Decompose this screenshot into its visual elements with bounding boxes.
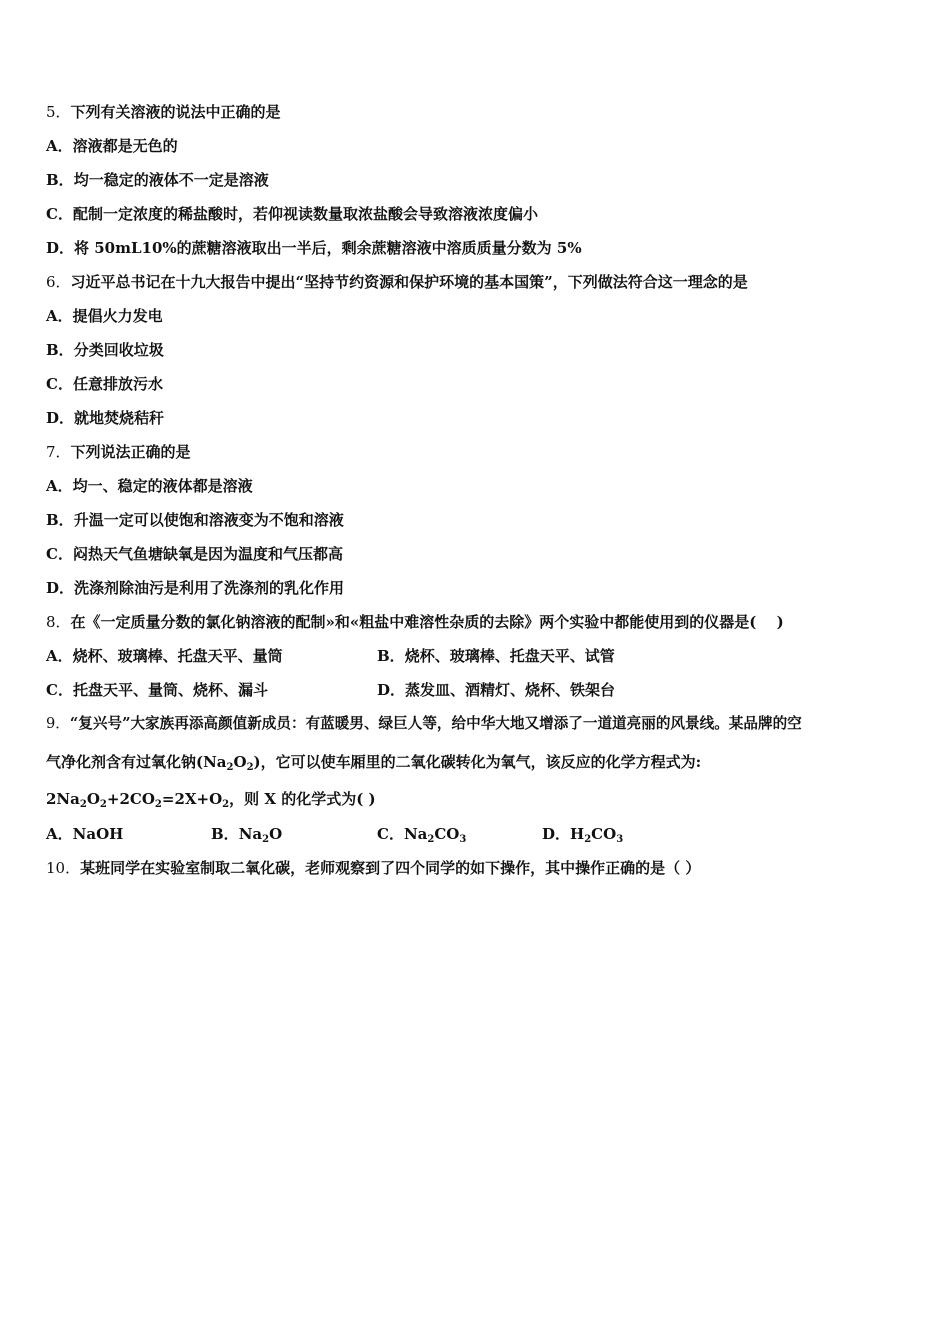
question-number: 7． bbox=[46, 443, 71, 461]
option-letter: D． bbox=[542, 825, 571, 843]
option-text: CO bbox=[434, 825, 460, 843]
option-letter: A． bbox=[46, 137, 73, 155]
question-8-option-b bbox=[377, 646, 615, 666]
option-letter: B． bbox=[377, 647, 405, 665]
option-letter: B． bbox=[46, 171, 74, 189]
option-text: Na bbox=[238, 825, 263, 843]
question-6-stem bbox=[46, 272, 748, 292]
option-letter: D． bbox=[46, 239, 75, 257]
question-5-option-d bbox=[46, 238, 582, 258]
option-letter: D． bbox=[377, 681, 406, 699]
question-number: 8． bbox=[46, 613, 71, 631]
option-text: 托盘天平、量筒、烧杯、漏斗 bbox=[72, 681, 268, 699]
question-number: 9． bbox=[46, 715, 70, 732]
question-6-option-c bbox=[46, 374, 163, 394]
question-number: 10． bbox=[46, 859, 81, 877]
option-letter: A． bbox=[46, 477, 73, 495]
question-6-option-a bbox=[46, 306, 163, 326]
equation-part: O bbox=[86, 790, 100, 808]
question-8-option-d bbox=[377, 680, 615, 700]
option-letter: D． bbox=[46, 409, 75, 427]
equation-part: 2Na bbox=[46, 790, 80, 808]
subscript: 2 bbox=[99, 799, 107, 810]
question-9-equation bbox=[46, 789, 376, 809]
option-text: 烧杯、玻璃棒、托盘天平、量筒 bbox=[72, 647, 283, 665]
option-letter: C． bbox=[46, 681, 73, 699]
option-text: 任意排放污水 bbox=[72, 375, 163, 393]
option-letter: A． bbox=[46, 825, 73, 843]
option-letter: D． bbox=[46, 579, 75, 597]
option-text: NaOH bbox=[72, 825, 124, 843]
option-letter: C． bbox=[377, 825, 404, 843]
question-5-option-b bbox=[46, 170, 269, 190]
question-number: 5． bbox=[46, 103, 71, 121]
question-7-option-c bbox=[46, 544, 343, 564]
option-letter: C． bbox=[46, 375, 73, 393]
option-letter: B． bbox=[211, 825, 239, 843]
question-5-option-c bbox=[46, 204, 538, 224]
question-9-option-a bbox=[46, 824, 123, 844]
subscript: 2 bbox=[226, 762, 234, 773]
question-9-option-b bbox=[211, 824, 282, 844]
question-text: 某班同学在实验室制取二氧化碳，老师观察到了四个同学的如下操作，其中操作正确的是（ ） bbox=[80, 859, 701, 877]
subscript: 2 bbox=[154, 799, 162, 810]
subscript: 2 bbox=[262, 834, 270, 845]
stem-text: O bbox=[233, 753, 247, 771]
option-text: 提倡火力发电 bbox=[72, 307, 163, 325]
option-text: 蒸发皿、酒精灯、烧杯、铁架台 bbox=[405, 681, 616, 699]
option-text: 均一、稳定的液体都是溶液 bbox=[72, 477, 253, 495]
option-letter: C． bbox=[46, 545, 73, 563]
question-7-option-d bbox=[46, 578, 344, 598]
equation-part: +2CO bbox=[106, 790, 155, 808]
option-letter: B． bbox=[46, 341, 74, 359]
subscript: 2 bbox=[79, 799, 87, 810]
question-7-option-b bbox=[46, 510, 344, 530]
subscript: 2 bbox=[246, 762, 254, 773]
question-text: 下列说法正确的是 bbox=[70, 443, 191, 461]
option-text: 将 50mL10%的蔗糖溶液取出一半后，剩余蔗糖溶液中溶质质量分数为 5% bbox=[74, 239, 582, 257]
option-text: 配制一定浓度的稀盐酸时，若仰视读数量取浓盐酸会导致溶液浓度偏小 bbox=[72, 205, 538, 223]
option-text: 溶液都是无色的 bbox=[72, 137, 178, 155]
question-7-option-a bbox=[46, 476, 253, 496]
question-9-stem-line-2 bbox=[46, 752, 701, 772]
question-9-stem-line-1 bbox=[46, 714, 802, 734]
option-letter: A． bbox=[46, 647, 73, 665]
subscript: 3 bbox=[616, 834, 624, 845]
question-9-option-d bbox=[542, 824, 623, 844]
subscript: 3 bbox=[459, 834, 467, 845]
question-10-stem bbox=[46, 858, 700, 878]
question-9-option-c bbox=[377, 824, 466, 844]
stem-text: 气净化剂含有过氧化钠(Na bbox=[46, 753, 227, 771]
question-8-stem bbox=[46, 612, 784, 632]
option-text: O bbox=[269, 825, 283, 843]
option-text: 洗涤剂除油污是利用了洗涤剂的乳化作用 bbox=[74, 579, 345, 597]
question-text: 习近平总书记在十九大报告中提出“坚持节约资源和保护环境的基本国策”，下列做法符合这一理念的是 bbox=[70, 273, 748, 291]
option-letter: C． bbox=[46, 205, 73, 223]
option-text: 分类回收垃圾 bbox=[73, 341, 164, 359]
question-7-stem bbox=[46, 442, 191, 462]
option-text: Na bbox=[403, 825, 428, 843]
option-text: H bbox=[570, 825, 585, 843]
question-8-option-c bbox=[46, 680, 268, 700]
stem-text: )，它可以使车厢里的二氧化碳转化为氧气，该反应的化学方程式为: bbox=[253, 753, 702, 771]
option-letter: A． bbox=[46, 307, 73, 325]
option-letter: B． bbox=[46, 511, 74, 529]
question-text: 下列有关溶液的说法中正确的是 bbox=[70, 103, 281, 121]
equation-part: ，则 X 的化学式为( ) bbox=[229, 790, 376, 808]
question-text: 在《一定质量分数的氯化钠溶液的配制»和«粗盐中难溶性杂质的去除》两个实验中都能使用到的仪器是( ) bbox=[70, 613, 784, 631]
subscript: 2 bbox=[222, 799, 230, 810]
question-number: 6． bbox=[46, 273, 71, 291]
subscript: 2 bbox=[427, 834, 435, 845]
question-text: “复兴号”大家族再添高颜值新成员：有蓝暖男、绿巨人等，给中华大地又增添了一道道亮丽的风景线。某品牌的空 bbox=[69, 715, 802, 732]
question-8-option-a bbox=[46, 646, 283, 666]
question-5-stem bbox=[46, 102, 281, 122]
question-5-option-a bbox=[46, 136, 178, 156]
equation-part: =2X+O bbox=[161, 790, 223, 808]
subscript: 2 bbox=[584, 834, 592, 845]
option-text: CO bbox=[591, 825, 617, 843]
option-text: 烧杯、玻璃棒、托盘天平、试管 bbox=[404, 647, 615, 665]
option-text: 闷热天气鱼塘缺氧是因为温度和气压都高 bbox=[72, 545, 343, 563]
option-text: 就地焚烧秸秆 bbox=[74, 409, 165, 427]
question-6-option-b bbox=[46, 340, 164, 360]
option-text: 升温一定可以使饱和溶液变为不饱和溶液 bbox=[73, 511, 344, 529]
question-6-option-d bbox=[46, 408, 164, 428]
option-text: 均一稳定的液体不一定是溶液 bbox=[73, 171, 269, 189]
